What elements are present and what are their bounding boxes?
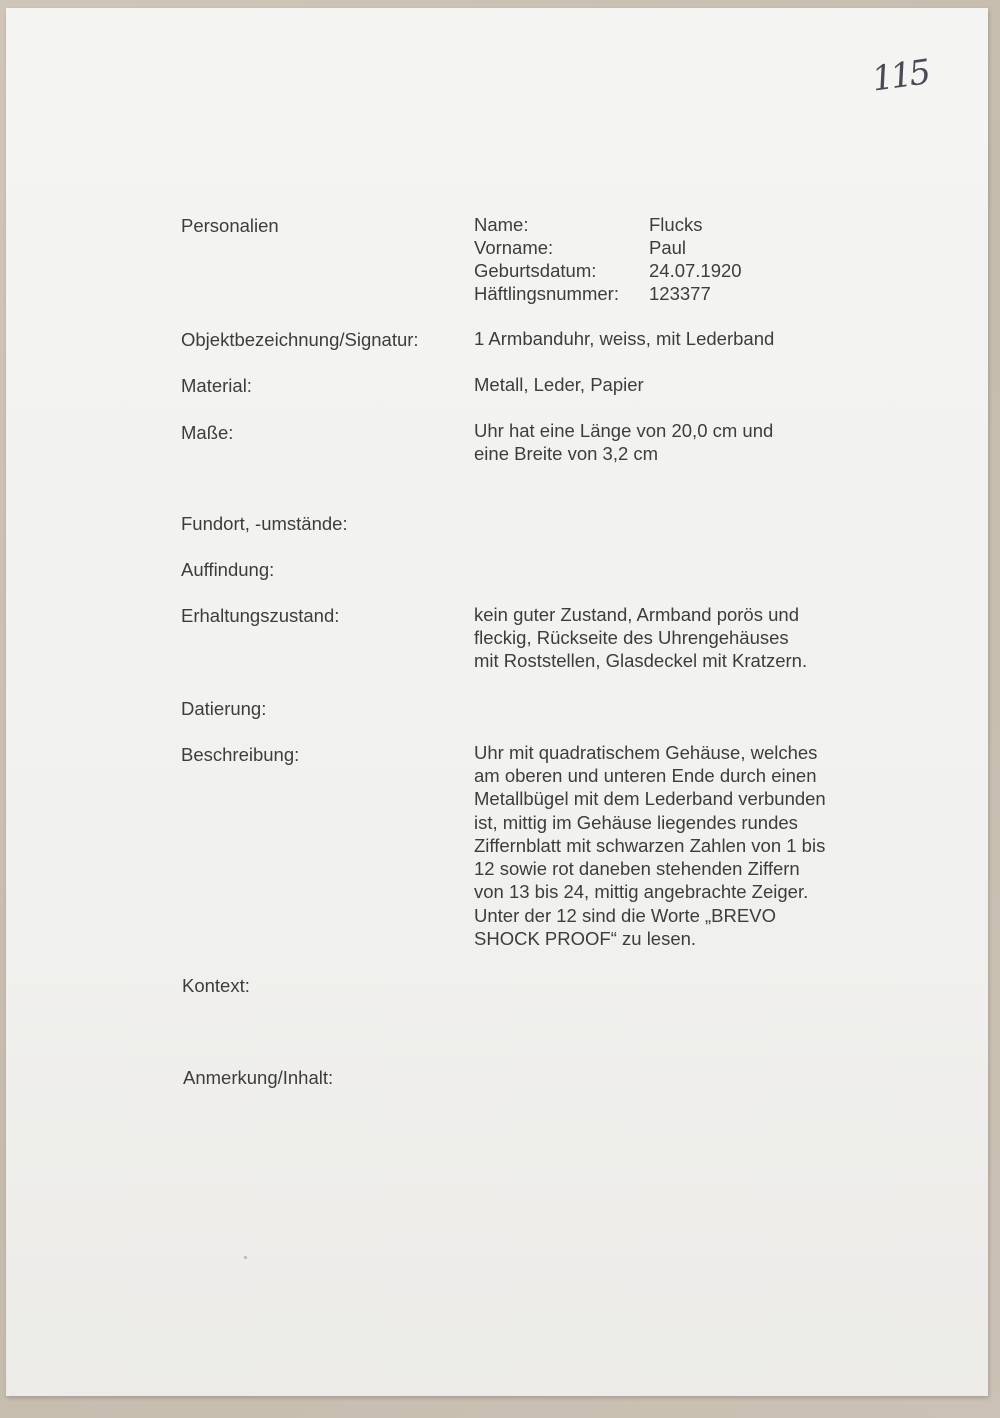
label-kontext: Kontext: [182, 975, 250, 996]
label-anmerkung: Anmerkung/Inhalt: [183, 1067, 334, 1088]
label-objektbezeichnung: Objektbezeichnung/Signatur: [181, 329, 419, 350]
beschreibung-line: ist, mittig im Gehäuse liegendes rundes [474, 812, 798, 833]
masse-line: Uhr hat eine Länge von 20,0 cm und [474, 420, 774, 441]
label-fundort: Fundort, -umstände: [181, 513, 348, 534]
label-auffindung: Auffindung: [181, 559, 275, 580]
paper-speck [244, 1256, 247, 1259]
label-masse: Maße: [181, 422, 234, 443]
beschreibung-line: am oberen und unteren Ende durch einen [474, 765, 817, 786]
label-erhaltungszustand: Erhaltungszustand: [181, 605, 340, 626]
label-material: Material: [181, 375, 252, 396]
erhaltungszustand-line: kein guter Zustand, Armband porös und [474, 604, 799, 625]
material-value: Metall, Leder, Papier [474, 374, 644, 395]
objektbezeichnung-value: 1 Armbanduhr, weiss, mit Lederband [474, 328, 775, 349]
geburtsdatum-label: Geburtsdatum: [474, 260, 597, 281]
name-label: Name: [474, 214, 529, 235]
beschreibung-line: SHOCK PROOF“ zu lesen. [474, 928, 697, 949]
beschreibung-line: Unter der 12 sind die Worte „BREVO [474, 905, 776, 926]
beschreibung-line: Ziffernblatt mit schwarzen Zahlen von 1 bis [474, 835, 826, 856]
masse-line: eine Breite von 3,2 cm [474, 443, 659, 464]
beschreibung-line: Uhr mit quadratischem Gehäuse, welches [474, 742, 818, 763]
label-datierung: Datierung: [181, 698, 267, 719]
vorname-label: Vorname: [474, 237, 554, 258]
geburtsdatum-value: 24.07.1920 [649, 260, 742, 281]
haeftlingsnummer-label: Häftlingsnummer: [474, 283, 619, 304]
erhaltungszustand-line: mit Roststellen, Glasdeckel mit Kratzern. [474, 650, 808, 671]
vorname-value: Paul [649, 237, 687, 258]
handwritten-page-number: 115 [869, 52, 931, 100]
name-value: Flucks [649, 214, 703, 235]
haeftlingsnummer-value: 123377 [649, 283, 711, 304]
label-beschreibung: Beschreibung: [181, 744, 300, 765]
label-personalien: Personalien [181, 215, 279, 236]
beschreibung-line: Metallbügel mit dem Lederband verbunden [474, 788, 826, 809]
beschreibung-line: 12 sowie rot daneben stehenden Ziffern [474, 858, 800, 879]
erhaltungszustand-line: fleckig, Rückseite des Uhrengehäuses [474, 627, 789, 648]
beschreibung-line: von 13 bis 24, mittig angebrachte Zeiger. [474, 881, 809, 902]
